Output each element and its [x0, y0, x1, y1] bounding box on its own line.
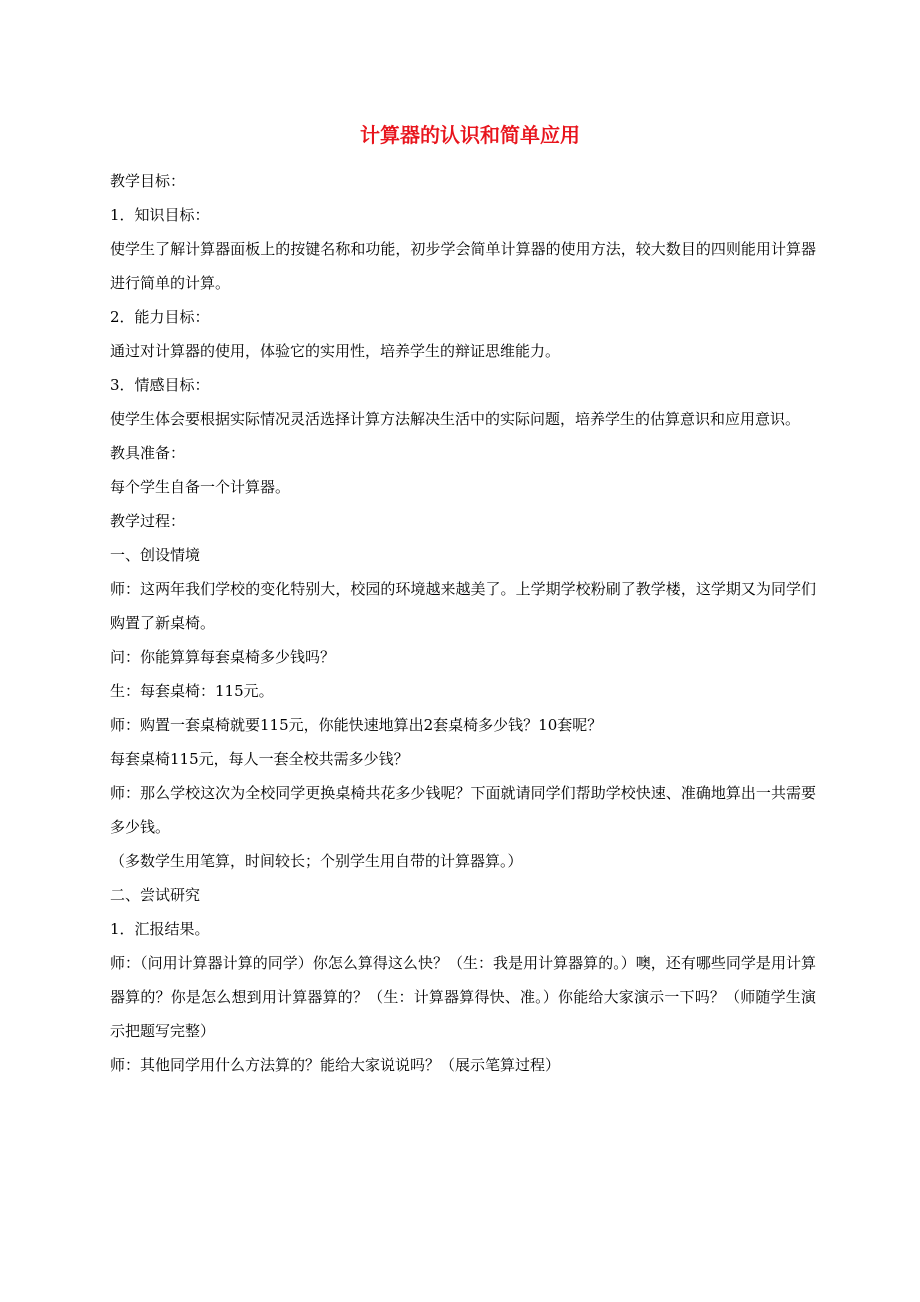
objective-emotion-heading: 3．情感目标： — [110, 376, 210, 394]
objective-ability-text: 通过对计算器的使用，体验它的实用性，培养学生的辩证思维能力。 — [110, 342, 561, 360]
objective-knowledge-heading: 1．知识目标： — [110, 206, 210, 224]
materials-text: 每个学生自备一个计算器。 — [110, 478, 291, 496]
dialogue-paragraph: 问：你能算算每套桌椅多少钱吗？ — [110, 648, 336, 666]
dialogue-paragraph: 师：这两年我们学校的变化特别大，校园的环境越来越美了。上学期学校粉刷了教学楼，这学期又为同学们购置了新桌椅。 — [110, 580, 816, 632]
dialogue-paragraph: （多数学生用笔算，时间较长；个别学生用自带的计算器算。） — [110, 852, 523, 870]
dialogue-paragraph: 每套桌椅115元，每人一套全校共需多少钱？ — [110, 750, 409, 768]
dialogue-paragraph: 师：那么学校这次为全校同学更换桌椅共花多少钱呢？下面就请同学们帮助学校快速、准确地算出一共需要多少钱。 — [110, 784, 816, 836]
dialogue-paragraph: 师：购置一套桌椅就要115元，你能快速地算出2套桌椅多少钱？10套呢？ — [110, 716, 603, 734]
section-heading-materials: 教具准备： — [110, 444, 186, 462]
sub-step-heading: 1．汇报结果。 — [110, 920, 210, 938]
document-title: 计算器的认识和简单应用 — [360, 123, 580, 147]
section-heading-objectives: 教学目标： — [110, 172, 186, 190]
dialogue-paragraph: 生：每套桌椅：115元。 — [110, 682, 274, 700]
objective-emotion-text: 使学生体会要根据实际情况灵活选择计算方法解决生活中的实际问题，培养学生的估算意识和应用意识。 — [110, 410, 801, 428]
process-step-2-heading: 二、尝试研究 — [110, 886, 201, 904]
document-page — [110, 118, 816, 1082]
objective-knowledge-text: 使学生了解计算器面板上的按键名称和功能，初步学会简单计算器的使用方法，较大数目的四则能用计算器进行简单的计算。 — [110, 240, 816, 292]
dialogue-paragraph: 师：其他同学用什么方法算的？能给大家说说吗？（展示笔算过程） — [110, 1056, 561, 1074]
objective-ability-heading: 2．能力目标： — [110, 308, 210, 326]
process-step-1-heading: 一、创设情境 — [110, 546, 201, 564]
dialogue-paragraph: 师：（问用计算器计算的同学）你怎么算得这么快？（生：我是用计算器算的。）噢，还有哪些同学是用计算器算的？你是怎么想到用计算器算的？（生：计算器算得快、准。）你能给大家演示一下吗？（师随学生演示把题写完整） — [110, 954, 816, 1040]
section-heading-process: 教学过程： — [110, 512, 186, 530]
